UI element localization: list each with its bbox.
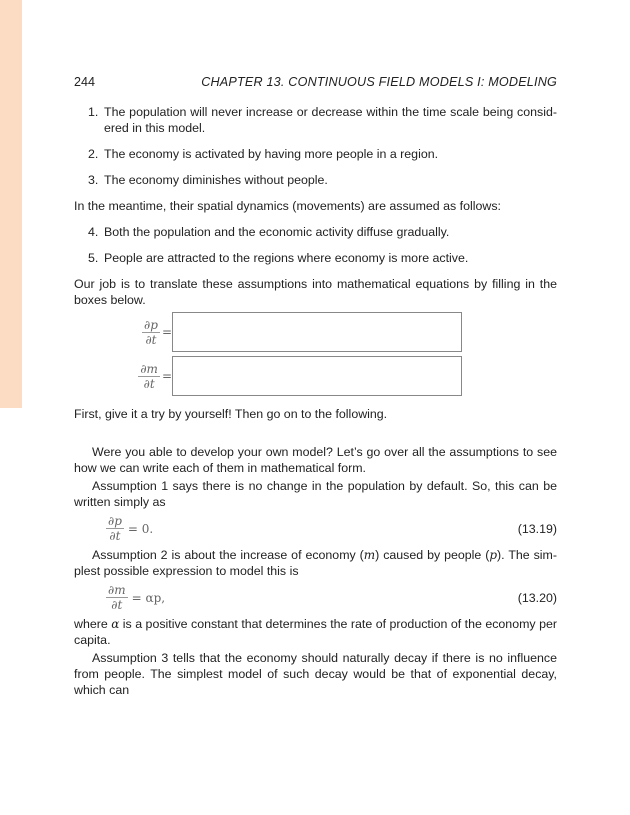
text-segment: is a positive constant that determines the rate of production of the economy per capita. <box>74 617 557 647</box>
text-segment: ) caused by people ( <box>375 548 490 562</box>
text-segment: Assumption 2 is about the increase of economy ( <box>92 548 364 562</box>
list-item <box>88 172 557 188</box>
list-text: People are attracted to the regions where economy is more active. <box>104 251 469 265</box>
list-number: 5. <box>88 251 99 265</box>
answer-row-population <box>106 312 557 352</box>
paragraph-alpha <box>74 616 557 648</box>
math-variable-p: p <box>489 548 498 562</box>
fraction-numerator: ∂p <box>108 514 122 528</box>
list-number: 4. <box>88 225 99 239</box>
assumption-list-2 <box>74 224 557 266</box>
paragraph-assumption-2 <box>74 547 557 579</box>
paragraph-job: Our job is to translate these assumptions into mathematical equations by filling in the boxes below. <box>74 277 557 307</box>
list-number: 1. <box>88 105 99 119</box>
answer-box-population <box>172 312 462 352</box>
list-text: The economy is activated by having more people in a region. <box>104 147 439 161</box>
equation-lhs <box>106 362 172 391</box>
derivative-fraction <box>106 583 128 612</box>
fraction-denominator: ∂t <box>145 332 157 347</box>
equation-number: (13.19) <box>517 521 557 536</box>
answer-boxes <box>74 312 557 396</box>
derivative-fraction <box>142 318 160 347</box>
paragraph-assumption-3: Assumption 3 tells that the economy should naturally decay if there is no influence from people. The simplest model of such decay would be that of exponential decay, which can <box>74 651 557 697</box>
equation-number: (13.20) <box>517 590 557 605</box>
fraction-numerator: ∂m <box>108 583 126 597</box>
running-header <box>74 74 557 90</box>
paragraph-meantime: In the meantime, their spatial dynamics (movements) are assumed as follows: <box>74 199 501 213</box>
fraction-numerator: ∂m <box>140 361 158 376</box>
fraction-denominator: ∂t <box>109 529 121 543</box>
equation-rhs: = 0. <box>127 521 154 536</box>
list-number: 3. <box>88 173 99 187</box>
page-content <box>74 74 557 698</box>
text-segment: where <box>74 617 112 631</box>
list-text: The population will never increase or decrease within the time scale being consid-ered in this model. <box>104 105 557 135</box>
page-number: 244 <box>74 75 96 89</box>
equation-body <box>106 583 165 612</box>
fraction-denominator: ∂t <box>143 376 155 391</box>
equals-sign: = <box>161 369 172 383</box>
equals-sign: = <box>161 325 172 339</box>
answer-box-economy <box>172 356 462 396</box>
derivative-fraction <box>106 514 124 543</box>
list-item <box>88 224 557 240</box>
list-item <box>88 146 557 162</box>
paragraph-assumption-1: Assumption 1 says there is no change in the population by default. So, this can be written simply as <box>74 479 557 509</box>
equation-lhs <box>106 318 172 347</box>
equation-rhs: = αp, <box>131 590 166 605</box>
assumption-list-1 <box>74 104 557 188</box>
equation-13-19 <box>74 514 557 543</box>
fraction-denominator: ∂t <box>111 598 123 612</box>
paragraph-develop: Were you able to develop your own model? Let’s go over all the assumptions to see how we can write each of them in mathematical form. <box>74 445 557 475</box>
list-item <box>88 104 557 136</box>
derivative-fraction <box>138 362 160 391</box>
list-text: Both the population and the economic activity diffuse gradually. <box>104 225 450 239</box>
paragraph-try: First, give it a try by yourself! Then go on to the following. <box>74 407 388 421</box>
equation-13-20 <box>74 583 557 612</box>
equation-body <box>106 514 153 543</box>
list-number: 2. <box>88 147 99 161</box>
list-text: The economy diminishes without people. <box>104 173 328 187</box>
math-variable-m: m <box>363 548 376 562</box>
fraction-numerator: ∂p <box>144 317 158 332</box>
text-segment: ). The sim-plest possible expression to model this is <box>74 548 557 578</box>
chapter-title: CHAPTER 13. CONTINUOUS FIELD MODELS I: MODELING <box>201 75 557 89</box>
page-margin-tab <box>0 0 22 408</box>
answer-row-economy <box>106 356 557 396</box>
math-variable-alpha: α <box>111 617 120 631</box>
list-item <box>88 250 557 266</box>
